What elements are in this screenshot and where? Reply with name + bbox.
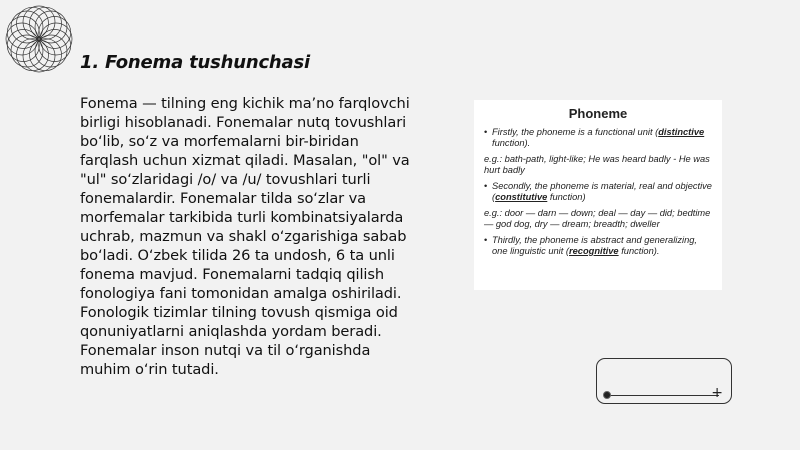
phoneme-point-1 bbox=[484, 127, 712, 149]
phoneme-image-card bbox=[474, 100, 722, 290]
phoneme-point-2 bbox=[484, 181, 712, 203]
phoneme-point-1-bold: distinctive bbox=[658, 127, 705, 137]
bullet-icon: • bbox=[484, 127, 488, 137]
slide-body-text: Fonema — tilning eng kichik ma’no farqlovchi birligi hisoblanadi. Fonemalar nutq tovushlari bo‘lib, so‘z va morfemalarni bir-biridan farqlash uchun xizmat qiladi. Masalan, "ol" va "ul" so‘zlaridagi /o/ va /u/ tovushlari turli fonemalardir. Fonemalar tilda so‘zlar va morfemalar tarkibida turli kombinatsiyalarda uchrab, mazmun va shakl o‘zgarishiga sabab bo‘ladi. O‘zbek tilida 26 ta undosh, 6 ta unli fonema mavjud. Fonemalarni tadqiq qilish fonologiya fani tomonidan amalga oshiriladi. Fonologik tizimlar tilning tovush qismiga oid qonuniyatlarni aniqlashda yordam beradi. Fonemalar inson nutqi va til o‘rganishda muhim o‘rin tutadi. bbox=[80, 95, 410, 378]
plus-icon[interactable]: + bbox=[711, 385, 723, 401]
slider-handle[interactable] bbox=[603, 391, 611, 399]
phoneme-card-title: Phoneme bbox=[568, 106, 628, 121]
phoneme-point-1-text: Firstly, the phoneme is a functional unit ( bbox=[492, 127, 659, 137]
phoneme-example-2: e.g.: door — darn — down; deal — day — did; bedtime — god dog, dry — dream; breadth; dweller bbox=[484, 208, 711, 229]
bullet-icon: • bbox=[484, 235, 488, 245]
phoneme-point-2-text: Secondly, the phoneme is material, real and objective ( bbox=[492, 181, 712, 202]
phoneme-point-3-text: Thirdly, the phoneme is abstract and generalizing, one linguistic unit ( bbox=[492, 235, 697, 256]
spirograph-logo-icon bbox=[2, 2, 76, 76]
media-slider-box[interactable] bbox=[596, 358, 732, 404]
phoneme-point-3 bbox=[484, 235, 712, 257]
phoneme-point-2-end: function) bbox=[547, 192, 586, 202]
phoneme-point-2-bold: constitutive bbox=[495, 192, 548, 202]
phoneme-point-3-bold: recognitive bbox=[569, 246, 619, 256]
slider-track[interactable] bbox=[607, 395, 719, 396]
phoneme-point-3-end: function). bbox=[618, 246, 660, 256]
bullet-icon: • bbox=[484, 181, 488, 191]
phoneme-example-1: e.g.: bath-path, light-like; He was heard badly - He was hurt badly bbox=[484, 154, 710, 175]
phoneme-point-1-end: function). bbox=[492, 138, 531, 148]
slide-title: 1. Fonema tushunchasi bbox=[80, 52, 310, 73]
